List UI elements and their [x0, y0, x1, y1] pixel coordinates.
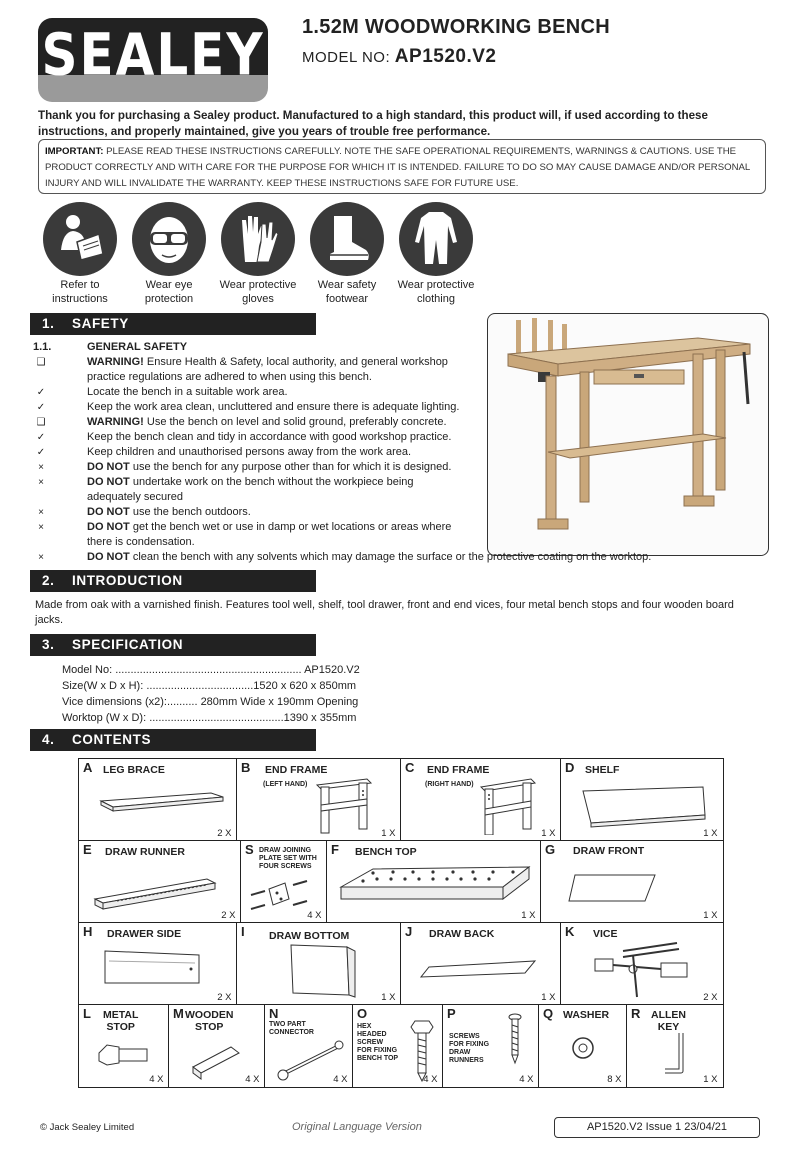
safety-keyword: DO NOT — [87, 461, 130, 473]
item-description: TWO PART CONNECTOR — [269, 1021, 314, 1036]
item-name: VICE — [593, 928, 618, 940]
item-name: METAL STOP — [103, 1009, 139, 1033]
contents-cell-b — [236, 758, 402, 842]
ppe-instructions — [38, 202, 122, 306]
item-quantity: 2 X — [703, 991, 718, 1003]
item-letter: D — [565, 760, 575, 775]
item-letter: H — [83, 924, 93, 939]
item-name: DRAWER SIDE — [107, 928, 182, 940]
item-description: DRAW JOINING PLATE SET WITH FOUR SCREWS — [259, 847, 317, 870]
safety-text: there is condensation. — [87, 536, 195, 548]
item-description: HEX HEADED SCREW FOR FIXING BENCH TOP — [357, 1023, 399, 1062]
contents-cell-j — [400, 922, 562, 1006]
item-quantity: 4 X — [423, 1073, 438, 1085]
item-letter: Q — [543, 1006, 554, 1021]
item-letter: R — [631, 1006, 641, 1021]
item-letter: S — [245, 842, 254, 857]
safety-keyword: WARNING! — [87, 416, 144, 428]
safety-mark: × — [38, 552, 44, 563]
item-quantity: 4 X — [519, 1073, 534, 1085]
section-label: SPECIFICATION — [72, 637, 184, 652]
safety-item — [30, 550, 710, 565]
item-name: SHELF — [585, 764, 620, 776]
safety-item — [30, 385, 490, 400]
overalls-icon — [399, 202, 473, 276]
contents-cell-l — [78, 1004, 170, 1088]
safety-text: Locate the bench in a suitable work area. — [87, 386, 288, 398]
safety-keyword: DO NOT — [87, 506, 130, 518]
safety-text: Ensure Health & Safety, local authority, and general workshop — [143, 356, 448, 368]
allen-key-icon — [657, 1029, 697, 1079]
item-name: LEG BRACE — [103, 764, 165, 776]
ppe-label: Wear eye — [145, 279, 193, 291]
workbench-image — [488, 314, 769, 556]
section-label: SAFETY — [72, 316, 129, 331]
safety-item — [30, 535, 490, 550]
section-label: INTRODUCTION — [72, 573, 183, 588]
goggles-icon — [132, 202, 206, 276]
section-number: 3. — [42, 637, 55, 652]
vice-icon — [583, 939, 713, 999]
contents-cell-s — [240, 840, 328, 924]
item-letter: A — [83, 760, 93, 775]
contents-cell-c — [400, 758, 562, 842]
safety-list — [30, 355, 652, 565]
introduction-text: Made from oak with a varnished finish. Features tool well, shelf, tool drawer, front and end vices, four metal bench stops and four wooden board jacks. — [35, 599, 734, 626]
safety-text: Use the bench on level and solid ground, preferably concrete. — [143, 416, 447, 428]
ppe-label: Wear protective — [219, 279, 297, 291]
ppe-label: clothing — [417, 293, 455, 305]
ppe-label: Refer to — [60, 279, 100, 291]
safety-item — [30, 475, 490, 490]
draw-back-icon — [415, 953, 545, 993]
section-contents-header — [30, 729, 316, 751]
item-quantity: 1 X — [521, 909, 536, 921]
safety-mark: × — [38, 522, 44, 533]
spec-vice: Vice dimensions (x2):.......... 280mm Wide x 190mm Opening — [62, 696, 359, 708]
item-quantity: 4 X — [307, 909, 322, 921]
item-name: WASHER — [563, 1009, 610, 1021]
item-letter: C — [405, 760, 415, 775]
item-letter: E — [83, 842, 92, 857]
safety-mark: ❑ — [36, 357, 46, 368]
safety-mark: ✓ — [36, 402, 46, 413]
safety-item — [30, 430, 490, 445]
ppe-label: instructions — [52, 293, 108, 305]
item-letter: N — [269, 1006, 279, 1021]
spec-worktop: Worktop (W x D): ............................................1390 x 355mm — [62, 712, 357, 724]
safety-item — [30, 370, 490, 385]
item-quantity: 4 X — [245, 1073, 260, 1085]
section-specification-header — [30, 634, 316, 656]
item-description: (RIGHT HAND) — [425, 781, 474, 788]
item-quantity: 8 X — [607, 1073, 622, 1085]
sealey-logo — [38, 18, 268, 102]
safety-text: use the bench outdoors. — [129, 506, 251, 518]
safety-mark: ✓ — [36, 432, 46, 443]
ppe-label: Wear safety — [317, 279, 377, 291]
item-description: (LEFT HAND) — [263, 781, 308, 788]
drawer-side-icon — [95, 943, 215, 993]
safety-item — [30, 490, 490, 505]
model-number: AP1520.V2 — [394, 46, 497, 67]
bench-top-icon — [333, 857, 533, 917]
ppe-gloves — [216, 202, 300, 306]
safety-text: Keep children and unauthorised persons away from the work area. — [87, 446, 412, 458]
manual-icon — [43, 202, 117, 276]
item-quantity: 1 X — [381, 991, 396, 1003]
item-quantity: 4 X — [149, 1073, 164, 1085]
contents-cell-h — [78, 922, 238, 1006]
section-label: CONTENTS — [72, 732, 152, 747]
safety-text: use the bench for any purpose other than for which it is designed. — [129, 461, 452, 473]
contents-cell-o — [352, 1004, 444, 1088]
safety-text: Keep the work area clean, uncluttered and ensure there is adequate lighting. — [87, 401, 460, 413]
item-letter: M — [173, 1006, 184, 1021]
contents-cell-g — [540, 840, 724, 924]
item-name: ALLEN KEY — [651, 1009, 686, 1033]
contents-cell-m — [168, 1004, 266, 1088]
safety-mark: ✓ — [36, 447, 46, 458]
contents-cell-a — [78, 758, 238, 842]
section-number: 2. — [42, 573, 55, 588]
contents-cell-k — [560, 922, 724, 1006]
page-title: 1.52M WOODWORKING BENCH — [302, 16, 611, 38]
item-name: DRAW BOTTOM — [269, 930, 350, 942]
contents-cell-n — [264, 1004, 354, 1088]
important-label: IMPORTANT: — [45, 146, 104, 157]
item-quantity: 1 X — [541, 827, 556, 839]
contents-cell-e — [78, 840, 242, 924]
item-quantity: 2 X — [217, 991, 232, 1003]
general-safety — [30, 340, 652, 565]
end-frame-right-icon — [467, 775, 547, 835]
end-frame-left-icon — [307, 775, 387, 835]
item-letter: F — [331, 842, 339, 857]
ppe-label: Wear protective — [397, 279, 475, 291]
gloves-icon — [221, 202, 295, 276]
contents-cell-p — [442, 1004, 540, 1088]
wooden-stop-icon — [183, 1033, 253, 1083]
item-quantity: 1 X — [703, 1073, 718, 1085]
ppe-clothing — [394, 202, 478, 306]
safety-item — [30, 415, 490, 430]
safety-item — [30, 505, 490, 520]
item-name: END FRAME — [427, 764, 490, 776]
brand-name: SEALEY — [41, 21, 265, 89]
item-name: DRAW BACK — [429, 928, 495, 940]
safety-keyword: DO NOT — [87, 521, 130, 533]
safety-heading-row — [30, 340, 490, 355]
item-name: END FRAME — [265, 764, 328, 776]
item-quantity: 1 X — [381, 827, 396, 839]
draw-bottom-icon — [277, 941, 397, 1001]
safety-text: practice regulations are adhered to when using this bench. — [87, 371, 372, 383]
item-name: BENCH TOP — [355, 846, 417, 858]
spec-size: Size(W x D x H): ...................................1520 x 620 x 850mm — [62, 680, 357, 692]
spec-model: Model No: ............................................................. AP1520.V2 — [62, 664, 360, 676]
leg-brace-icon — [91, 781, 231, 821]
metal-stop-icon — [93, 1033, 153, 1073]
safety-mark: × — [38, 477, 44, 488]
language-note: Original Language Version — [292, 1121, 422, 1133]
model-line — [302, 46, 496, 68]
safety-text: clean the bench with any solvents which may damage the surface or the protective coating on the worktop. — [129, 551, 652, 563]
item-letter: B — [241, 760, 251, 775]
item-letter: O — [357, 1006, 368, 1021]
safety-mark: × — [38, 462, 44, 473]
item-letter: I — [241, 924, 245, 939]
boot-icon — [310, 202, 384, 276]
item-name: WOODEN STOP — [185, 1009, 234, 1033]
safety-mark: × — [38, 507, 44, 518]
ppe-eye — [127, 202, 211, 306]
safety-heading: GENERAL SAFETY — [87, 341, 188, 353]
bench-photo — [487, 313, 769, 556]
section-introduction-header — [30, 570, 316, 592]
draw-front-icon — [565, 861, 685, 911]
draw-runner-icon — [87, 865, 227, 915]
contents-cell-f — [326, 840, 542, 924]
thanks-paragraph: Thank you for purchasing a Sealey product. Manufactured to a high standard, this product will, if used according to these instructions, and properly maintained, give you years of trouble free performance. — [38, 109, 708, 138]
contents-cell-d — [560, 758, 724, 842]
safety-number: 1.1. — [33, 341, 52, 353]
item-description: SCREWS FOR FIXING DRAW RUNNERS — [449, 1033, 490, 1064]
item-letter: K — [565, 924, 575, 939]
item-quantity: 2 X — [217, 827, 232, 839]
plate-set-icon — [245, 875, 315, 919]
safety-keyword: DO NOT — [87, 551, 130, 563]
item-quantity: 1 X — [703, 827, 718, 839]
item-quantity: 2 X — [221, 909, 236, 921]
safety-text: undertake work on the bench without the workpiece being — [129, 476, 414, 488]
ppe-label: footwear — [325, 293, 369, 305]
safety-item — [30, 520, 490, 535]
safety-item — [30, 445, 490, 460]
safety-item — [30, 400, 490, 415]
safety-text: get the bench wet or use in damp or wet locations or areas where — [129, 521, 452, 533]
item-letter: J — [405, 924, 413, 939]
safety-keyword: DO NOT — [87, 476, 130, 488]
screws-icon — [503, 1011, 527, 1071]
ppe-label: protection — [144, 293, 194, 305]
item-name: DRAW RUNNER — [105, 846, 185, 858]
section-number: 1. — [42, 316, 55, 331]
item-name: DRAW FRONT — [573, 845, 645, 857]
safety-text: Keep the bench clean and tidy in accordance with good workshop practice. — [87, 431, 452, 443]
item-letter: P — [447, 1006, 456, 1021]
safety-keyword: WARNING! — [87, 356, 144, 368]
contents-cell-r — [626, 1004, 724, 1088]
model-label: MODEL NO: — [302, 49, 391, 66]
contents-cell-i — [236, 922, 402, 1006]
safety-item — [30, 355, 490, 370]
item-quantity: 1 X — [703, 909, 718, 921]
item-letter: L — [83, 1006, 91, 1021]
important-text: PLEASE READ THESE INSTRUCTIONS CAREFULLY. NOTE THE SAFE OPERATIONAL REQUIREMENTS, WARNINGS & CAUTIONS. USE THE PRODUCT CORRECTLY AND WITH CARE FOR THE PURPOSE FOR WHICH IT IS INTENDED. FAILURE TO DO SO MAY CAUSE DAMAGE AND/OR PERSONAL INJURY AND WILL INVALIDATE THE WARRANTY. KEEP THESE INSTRUCTIONS SAFE FOR FUTURE USE. — [45, 146, 750, 189]
safety-mark: ❑ — [36, 417, 46, 428]
section-safety-header — [30, 313, 316, 335]
important-notice — [38, 139, 766, 194]
safety-text: adequately secured — [87, 491, 184, 503]
item-quantity: 1 X — [541, 991, 556, 1003]
issue-box: AP1520.V2 Issue 1 23/04/21 — [554, 1117, 760, 1138]
washer-icon — [563, 1033, 603, 1063]
item-letter: G — [545, 842, 556, 857]
specification-list — [62, 662, 360, 726]
contents-cell-q — [538, 1004, 628, 1088]
safety-mark: ✓ — [36, 387, 46, 398]
item-quantity: 4 X — [333, 1073, 348, 1085]
shelf-icon — [573, 779, 713, 829]
copyright: © Jack Sealey Limited — [40, 1122, 135, 1133]
ppe-label: gloves — [242, 293, 274, 305]
ppe-footwear — [305, 202, 389, 306]
safety-item — [30, 460, 490, 475]
section-number: 4. — [42, 732, 55, 747]
